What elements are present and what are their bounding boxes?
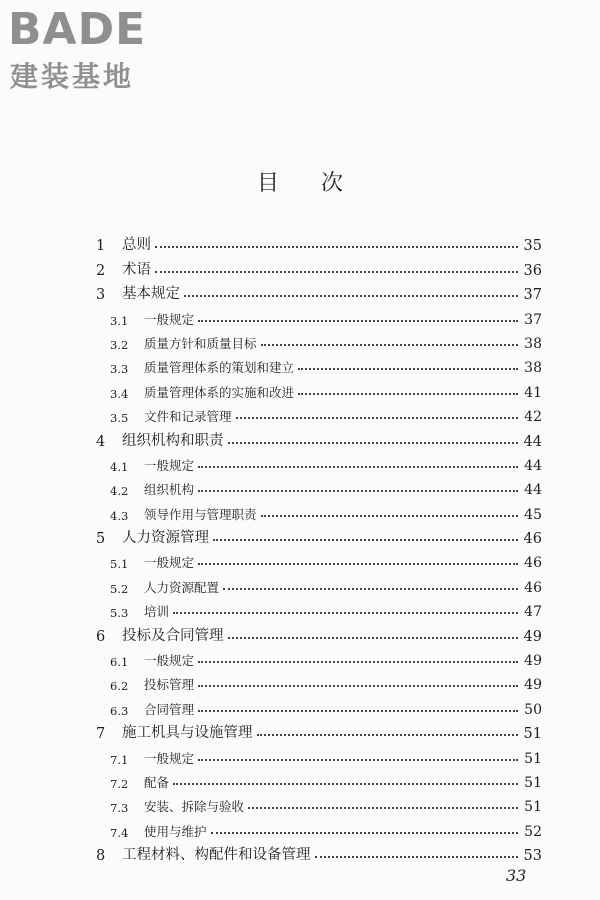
toc-dot-leader [198,710,518,712]
toc-entry-number: 7.1 [110,752,129,767]
toc-entry-label: 术语 [122,261,151,278]
toc-dot-leader [228,442,519,444]
toc-entry-number: 5.2 [110,581,129,596]
toc-entry-label: 培训 [144,604,170,620]
toc-entry-page: 46 [524,555,542,572]
toc-dot-leader [198,759,518,761]
toc-dot-leader [198,320,518,322]
toc-entry-page: 37 [523,287,542,304]
bade-logo [8,4,178,96]
toc-entry-page: 42 [524,409,542,426]
toc-entry-number: 8 [96,848,106,865]
toc-chapter-entry[interactable] [96,425,542,449]
toc-entry-page: 49 [523,628,542,645]
toc-entry-label: 合同管理 [144,701,195,717]
toc-entry-label: 施工机具与设施管理 [122,725,253,742]
toc-section-entry[interactable] [96,693,542,717]
toc-chapter-entry[interactable] [96,523,542,547]
toc-entry-page: 37 [524,311,542,328]
logo-brand: BADE [8,4,147,55]
toc-entry-number: 5.3 [110,606,129,621]
toc-entry-number: 7.4 [110,825,129,840]
toc-entry-page: 41 [524,384,542,401]
toc-dot-leader [184,295,518,297]
toc-entry-number: 3 [96,287,106,304]
toc-entry-page: 51 [523,726,542,743]
toc-dot-leader [155,271,518,273]
toc-section-entry[interactable] [96,352,542,376]
toc-section-entry[interactable] [96,571,542,595]
toc-entry-label: 投标及合同管理 [122,627,224,644]
toc-entry-page: 46 [523,531,542,548]
toc-dot-leader [248,807,518,809]
toc-entry-number: 1 [96,238,106,255]
toc-entry-number: 5.1 [110,557,129,572]
toc-entry-number: 2 [96,262,106,279]
toc-entry-number: 6.3 [110,703,129,718]
toc-section-entry[interactable] [96,303,542,327]
toc-entry-page: 35 [523,238,542,255]
toc-entry-label: 领导作用与管理职责 [144,506,257,522]
toc-entry-label: 配备 [144,774,170,790]
toc-section-entry[interactable] [96,376,542,400]
toc-entry-label: 人力资源配置 [144,579,220,595]
toc-dot-leader [155,246,518,248]
toc-entry-number: 3.3 [110,362,129,377]
toc-entry-page: 38 [524,335,542,352]
toc-entry-number: 6 [96,628,106,645]
logo-subtitle: 建装基地 [10,60,135,93]
toc-chapter-entry[interactable] [96,254,542,278]
toc-entry-page: 49 [524,653,542,670]
toc-entry-label: 工程材料、构配件和设备管理 [122,847,311,864]
toc-section-entry[interactable] [96,328,542,352]
toc-entry-page: 49 [524,677,542,694]
toc-section-entry[interactable] [96,596,542,620]
toc-chapter-entry[interactable] [96,230,542,254]
toc-entry-page: 44 [524,457,542,474]
toc-entry-number: 6.1 [110,655,129,670]
toc-entry-label: 使用与维护 [144,823,207,839]
toc-entry-number: 3.4 [110,386,129,401]
toc-dot-leader [198,685,518,687]
toc-dot-leader [223,588,518,590]
toc-dot-leader [298,368,518,370]
toc-section-entry[interactable] [96,450,542,474]
toc-entry-number: 6.2 [110,679,129,694]
toc-entry-page: 53 [523,848,542,865]
toc-entry-label: 投标管理 [144,677,195,693]
toc-entry-page: 51 [524,774,542,791]
toc-entry-label: 安装、拆除与验收 [144,799,245,815]
toc-dot-leader [257,734,519,736]
toc-dot-leader [261,515,518,517]
toc-entry-label: 一般规定 [144,555,195,571]
table-of-contents [96,230,542,864]
toc-title: 目次 [256,171,385,196]
toc-entry-number: 7.2 [110,776,129,791]
toc-entry-label: 人力资源管理 [122,530,209,547]
toc-chapter-entry[interactable] [96,840,542,864]
toc-section-entry[interactable] [96,767,542,791]
toc-section-entry[interactable] [96,669,542,693]
toc-dot-leader [173,612,518,614]
toc-entry-page: 45 [524,506,542,523]
toc-chapter-entry[interactable] [96,620,542,644]
toc-entry-page: 47 [524,604,542,621]
toc-entry-number: 3.2 [110,337,129,352]
toc-section-entry[interactable] [96,815,542,839]
toc-entry-label: 质量管理体系的实施和改进 [144,384,295,400]
toc-dot-leader [298,393,518,395]
toc-dot-leader [198,661,518,663]
toc-section-entry[interactable] [96,498,542,522]
toc-entry-label: 组织机构 [144,482,195,498]
toc-dot-leader [213,539,518,541]
toc-entry-page: 36 [523,262,542,279]
toc-dot-leader [198,490,518,492]
toc-entry-number: 4.2 [110,484,129,499]
toc-dot-leader [315,856,519,858]
toc-entry-label: 基本规定 [122,286,180,303]
toc-entry-page: 44 [523,433,542,450]
toc-entry-page: 38 [524,360,542,377]
toc-entry-number: 4 [96,433,106,450]
toc-chapter-entry[interactable] [96,279,542,303]
toc-chapter-entry[interactable] [96,718,542,742]
toc-section-entry[interactable] [96,645,542,669]
toc-dot-leader [173,783,518,785]
toc-section-entry[interactable] [96,547,542,571]
toc-entry-page: 44 [524,482,542,499]
toc-entry-label: 一般规定 [144,311,195,327]
toc-dot-leader [236,417,518,419]
toc-entry-page: 52 [524,823,542,840]
toc-dot-leader [198,466,518,468]
toc-section-entry[interactable] [96,401,542,425]
toc-entry-label: 组织机构和职责 [122,432,224,449]
toc-entry-label: 质量方针和质量目标 [144,335,257,351]
toc-entry-label: 一般规定 [144,750,195,766]
toc-entry-number: 4.1 [110,459,129,474]
toc-entry-number: 7.3 [110,801,129,816]
toc-entry-number: 3.5 [110,411,129,426]
toc-section-entry[interactable] [96,474,542,498]
toc-dot-leader [211,832,518,834]
toc-entry-label: 一般规定 [144,653,195,669]
toc-entry-page: 51 [524,750,542,767]
toc-entry-label: 质量管理体系的策划和建立 [144,360,295,376]
toc-dot-leader [261,344,518,346]
toc-section-entry[interactable] [96,791,542,815]
toc-section-entry[interactable] [96,742,542,766]
toc-entry-label: 一般规定 [144,457,195,473]
toc-entry-number: 5 [96,531,106,548]
toc-entry-number: 7 [96,726,106,743]
toc-entry-page: 46 [524,579,542,596]
toc-entry-label: 总则 [122,237,151,254]
toc-dot-leader [198,563,518,565]
toc-entry-page: 51 [524,799,542,816]
toc-entry-label: 文件和记录管理 [144,409,232,425]
toc-dot-leader [228,637,519,639]
toc-entry-number: 4.3 [110,508,129,523]
page-number: 33 [506,866,527,885]
toc-entry-page: 50 [524,701,542,718]
toc-entry-number: 3.1 [110,313,129,328]
